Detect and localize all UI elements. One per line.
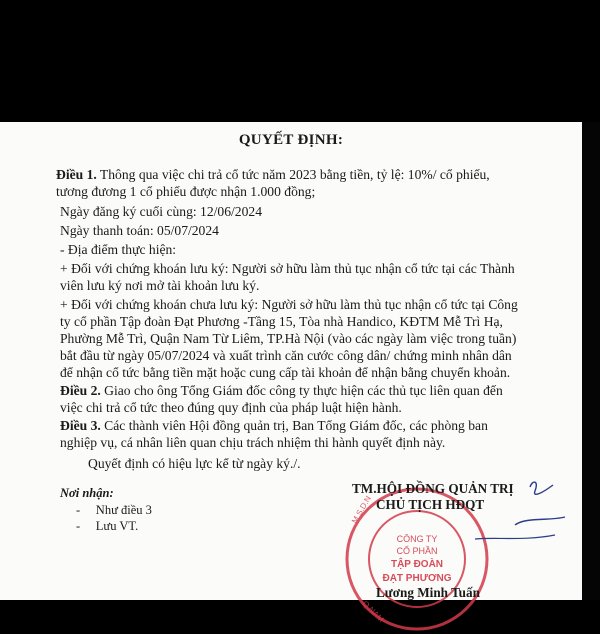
signature-role: CHỦ TỊCH HĐQT	[376, 497, 485, 512]
article-1-line-2: tương đương 1 cổ phiếu được nhận 1.000 đồng;	[56, 184, 316, 199]
recipient-item-label: Như điều 3	[95, 503, 152, 517]
svg-text:CỔ PHẦN: CỔ PHẦN	[396, 546, 438, 556]
article-3-label: Điều 3.	[60, 418, 101, 433]
article-2-line-2: việc chi trả cổ tức theo đúng quy định của pháp luật hiện hành.	[60, 400, 402, 415]
record-date-line: Ngày đăng ký cuối cùng: 12/06/2024	[60, 204, 262, 219]
undeposited-securities-line-2: ty cổ phần Tập đoàn Đạt Phương -Tầng 15, Tòa nhà Handico, KĐTM Mễ Trì Hạ,	[60, 314, 503, 329]
recipient-item: - Như điều 3	[76, 503, 152, 517]
article-3-text: Các thành viên Hội đồng quản trị, Ban Tổng Giám đốc, các phòng ban	[100, 418, 488, 433]
recipient-item: - Lưu VT.	[76, 519, 139, 533]
svg-text:Q.NAM: Q.NAM	[360, 599, 386, 624]
undeposited-securities-line-3: Phường Mễ Trì, Quận Nam Từ Liêm, TP.Hà Nội (vào các ngày làm việc trong tuần)	[60, 331, 517, 346]
article-1-text: Thông qua việc chi trả cổ tức năm 2023 bằng tiền, tỷ lệ: 10%/ cổ phiếu,	[96, 167, 490, 182]
svg-text:ĐẠT PHƯƠNG: ĐẠT PHƯƠNG	[382, 573, 452, 584]
undeposited-securities-line-4: bắt đầu từ ngày 05/07/2024 và xuất trình căn cước công dân/ chứng minh nhân dân	[60, 348, 512, 363]
document-page	[0, 122, 600, 624]
article-3-line-1	[60, 417, 488, 434]
svg-text:TẬP ĐOÀN: TẬP ĐOÀN	[390, 559, 444, 570]
location-heading: - Địa điểm thực hiện:	[60, 242, 177, 257]
signature-org: TM.HỘI ĐỒNG QUẢN TRỊ	[352, 481, 514, 496]
article-1-line-1	[56, 166, 490, 183]
deposited-securities-line-1: + Đối với chứng khoán lưu ký: Người sở hữu làm thủ tục nhận cổ tức tại các Thành	[60, 261, 515, 276]
effective-line: Quyết định có hiệu lực kể từ ngày ký./.	[88, 456, 301, 471]
svg-text:CÔNG TY: CÔNG TY	[396, 534, 438, 544]
recipient-item-label: Lưu VT.	[95, 519, 139, 533]
article-2-text: Giao cho ông Tổng Giám đốc công ty thực hiện các thủ tục liên quan đến	[100, 383, 503, 398]
article-2-line-1	[60, 382, 503, 399]
document-title: QUYẾT ĐỊNH:	[238, 132, 344, 148]
svg-text:M.S.D.N: M.S.D.N	[349, 494, 373, 525]
undeposited-securities-line-1: + Đối với chứng khoán chưa lưu ký: Người sở hữu làm thủ tục nhận cổ tức tại Công	[60, 297, 518, 312]
signer-name: Lương Minh Tuấn	[376, 585, 480, 600]
undeposited-securities-line-5: để nhận cổ tức bằng tiền mặt hoặc cung cấp tài khoản để nhận bằng chuyển khoản.	[60, 365, 511, 380]
article-2-label: Điều 2.	[60, 383, 101, 398]
deposited-securities-line-2: viên lưu ký nơi mở tài khoản lưu ký.	[60, 278, 260, 293]
recipients-heading: Nơi nhận:	[60, 486, 114, 500]
scan-edge	[582, 122, 600, 600]
payment-date-line: Ngày thanh toán: 05/07/2024	[60, 223, 219, 238]
article-1-label: Điều 1.	[56, 167, 97, 182]
article-3-line-2: nghiệp vụ, cá nhân liên quan chịu trách nhiệm thi hành quyết định này.	[60, 435, 446, 450]
handwritten-signature	[455, 477, 585, 567]
